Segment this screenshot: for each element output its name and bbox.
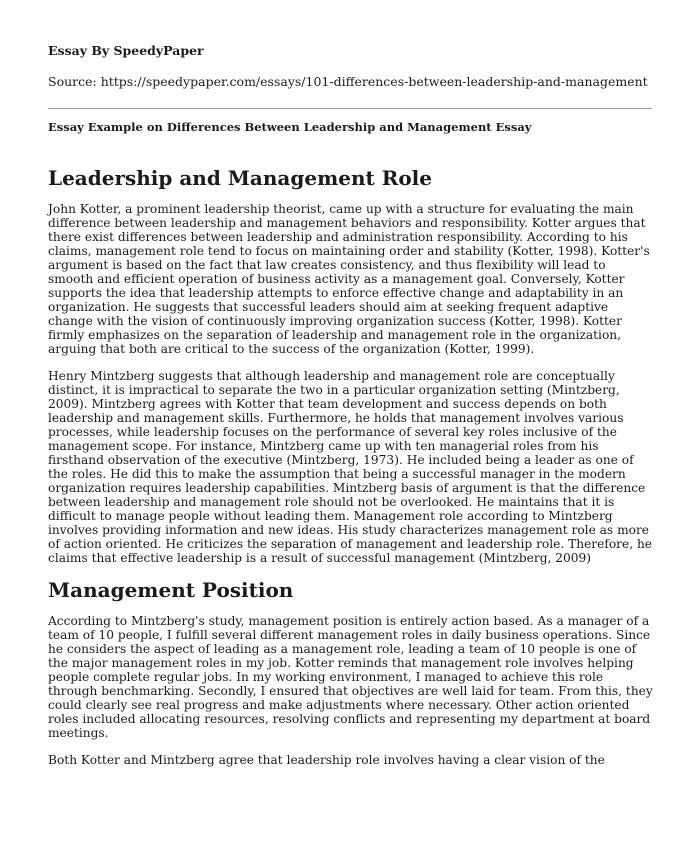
section-heading-management-position: Management Position [48,578,294,602]
essay-title: Essay Example on Differences Between Leadership and Management Essay [48,120,532,134]
paragraph: Both Kotter and Mintzberg agree that leadership role involves having a clear vision of the [48,753,605,767]
paragraph: Henry Mintzberg suggests that although leadership and management role are conceptually distinct, it is impractical to separate the two in a particular organization setting (Mintzberg, 2009). Mintzberg agrees with Kotter that team development and success depends on both leadership and management skills. Furthermore, he holds that management involves various processes, while leadership focuses on the performance of several key roles inclusive of the management scope. For instance, Mintzberg came up with ten managerial roles from his firsthand observation of the executive (Mintzberg, 1973). He included being a leader as one of the roles. He did this to make the assumption that being a successful manager in the modern organization requires leadership capabilities. Mintzberg basis of argument is that the difference between leadership and management role should not be overlooked. He maintains that it is difficult to manage people without leading them. Management role according to Mintzberg involves providing information and new ideas. His study characterizes management role as more of action oriented. He criticizes the separation of management and leadership role. Therefore, he claims that effective leadership is a result of successful management (Mintzberg, 2009) [48,369,653,565]
document-header [48,44,658,89]
paragraph: John Kotter, a prominent leadership theorist, came up with a structure for evaluating the main difference between leadership and management behaviors and responsibility. Kotter argues that there exist differences between leadership and administration responsibility. According to his claims, management role tend to focus on maintaining order and stability (Kotter, 1998). Kotter's argument is based on the fact that law creates consistency, and thus flexibility will lead to smooth and efficient operation of business activity as a management goal. Conversely, Kotter supports the idea that leadership attempts to enforce effective change and adaptability in an organization. He suggests that successful leaders should aim at seeking frequent adaptive change with the vision of continuously improving organization success (Kotter, 1998). Kotter firmly emphasizes on the separation of leadership and management role in the organization, arguing that both are critical to the success of the organization (Kotter, 1999). [48,202,650,356]
paragraph: According to Mintzberg's study, management position is entirely action based. As a manager of a team of 10 people, I fulfill several different management roles in daily business operations. Since he considers the aspect of leading as a management role, leading a team of 10 people is one of the major management roles in my job. Kotter reminds that management role involves helping people complete regular jobs. In my working environment, I managed to achieve this role through benchmarking. Secondly, I ensured that objectives are well laid for team. From this, they could clearly see real progress and make adjustments where necessary. Other action oriented roles included allocating resources, resolving conflicts and representing my department at board meetings. [48,614,653,740]
brand-label: Essay By SpeedyPaper [48,43,204,58]
source-line: Source: https://speedypaper.com/essays/101-differences-between-leadership-and-management [48,74,648,89]
header-divider [48,108,652,109]
section-heading-leadership-management-role: Leadership and Management Role [48,166,433,190]
essay-body [48,166,654,780]
